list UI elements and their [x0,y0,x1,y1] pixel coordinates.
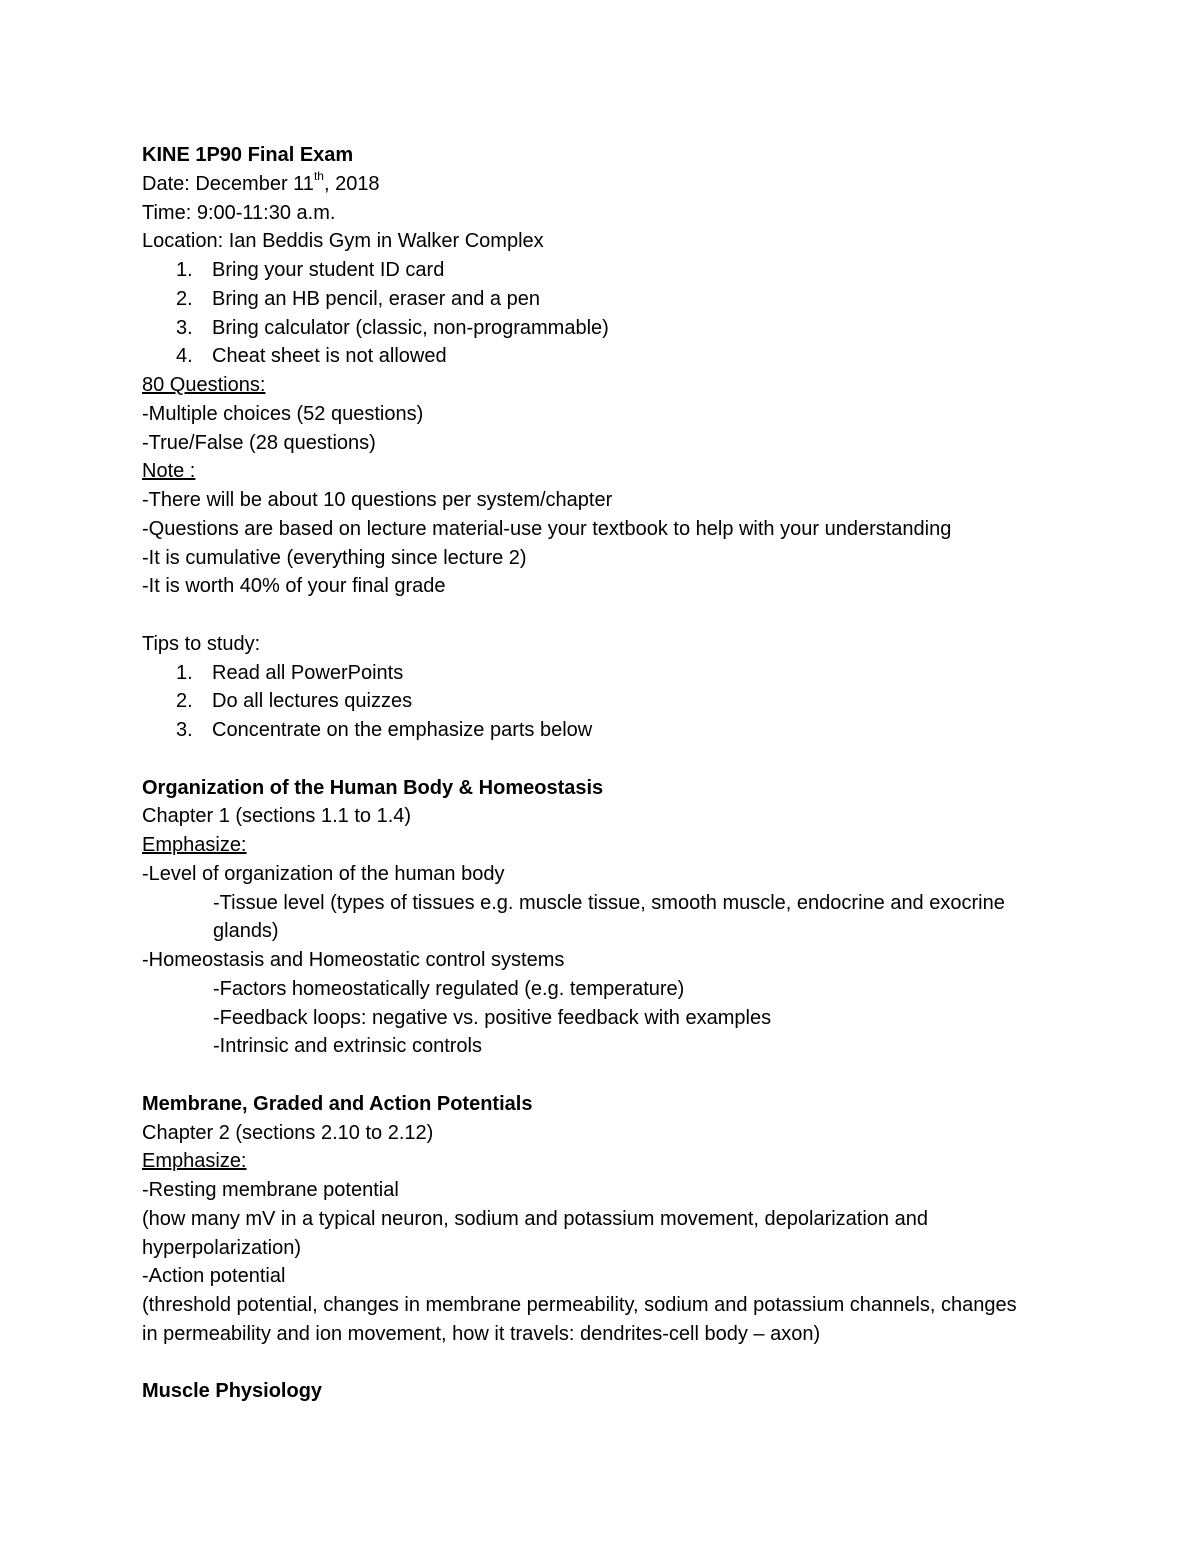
emphasize-heading: Emphasize: [142,834,247,856]
exam-date: Date: December 11th, 2018 [142,169,380,195]
emphasize-item: -Homeostasis and Homeostatic control systems [142,949,565,971]
note-item: -There will be about 10 questions per system/chapter [142,489,613,511]
emphasize-heading: Emphasize: [142,1150,247,1173]
list-item: 3. Concentrate on the emphasize parts below [176,719,593,741]
list-item: 1. Bring your student ID card [176,259,445,281]
document-title: KINE 1P90 Final Exam [142,144,354,166]
section-title: Muscle Physiology [142,1380,323,1403]
list-item: 3. Bring calculator (classic, non-programmable) [176,316,609,339]
spacer [142,1061,1142,1090]
emphasize-item: -Level of organization of the human body [142,862,505,885]
section-title: Organization of the Human Body & Homeostasis [142,776,604,799]
spacer [142,745,1142,774]
exam-location: Location: Ian Beddis Gym in Walker Complex [142,230,544,253]
emphasize-item: -Action potential [142,1265,286,1288]
list-item: 4. Cheat sheet is not allowed [176,345,447,368]
document-page [142,141,1142,1406]
emphasize-subitem: -Factors homeostatically regulated (e.g. temperature) [213,977,685,1000]
tips-heading: Tips to study: [142,632,261,655]
note-item: -Questions are based on lecture material-use your textbook to help with your understanding [142,517,952,540]
list-item: 1. Read all PowerPoints [176,661,404,684]
emphasize-detail: (threshold potential, changes in membrane permeability, sodium and potassium channels, changes in permeability and ion movement, how it travels: dendrites-cell body – axon) [142,1294,1017,1345]
emphasize-detail: (how many mV in a typical neuron, sodium and potassium movement, depolarization and hyperpolarization) [142,1207,928,1259]
exam-time: Time: 9:00-11:30 a.m. [142,201,336,224]
questions-heading: 80 Questions: [142,374,266,396]
list-item: 2. Do all lectures quizzes [176,690,413,713]
section-title: Membrane, Graded and Action Potentials [142,1092,533,1115]
questions-item: -Multiple choices (52 questions) [142,402,424,425]
note-item: -It is cumulative (everything since lecture 2) [142,546,527,569]
section-chapter: Chapter 1 (sections 1.1 to 1.4) [142,805,412,828]
emphasize-subitem: -Intrinsic and extrinsic controls [213,1035,482,1058]
spacer [142,1349,1142,1378]
emphasize-subitem: -Feedback loops: negative vs. positive feedback with examples [213,1006,772,1029]
list-item: 2. Bring an HB pencil, eraser and a pen [176,287,540,310]
note-heading: Note : [142,460,196,483]
spacer [142,601,1142,630]
note-item: -It is worth 40% of your final grade [142,575,446,598]
emphasize-item: -Resting membrane potential [142,1179,399,1201]
emphasize-subitem: -Tissue level (types of tissues e.g. muscle tissue, smooth muscle, endocrine and exocrine glands) [213,891,1005,943]
section-chapter: Chapter 2 (sections 2.10 to 2.12) [142,1121,434,1144]
questions-item: -True/False (28 questions) [142,431,376,454]
